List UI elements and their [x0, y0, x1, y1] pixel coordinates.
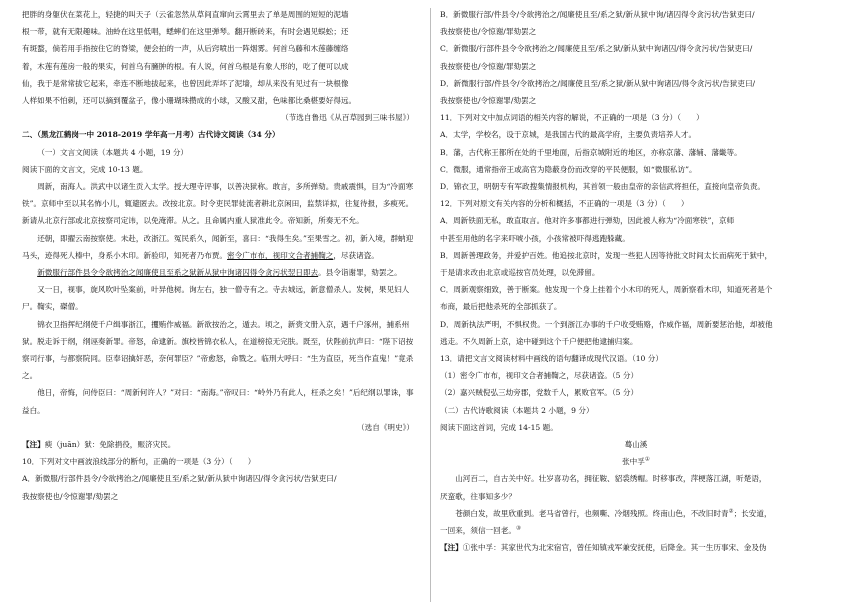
classical-passage [22, 178, 414, 419]
passage-text: 锦衣卫指挥纪纲使千户缉事浙江，攫贿作威福。新欲按治之，遁去。顷之，新赍文册入京，遇千户涿州，捕系州狱。脱走诉于纲，纲诬奏新罪。帝怒，命逮新。旗校皆锦衣私人，在道榜掠无完肤。既至，伏陛前抗声曰：“陛下诏按察司行事，与都察院同。臣奉诏擒奸恶，奈何罪臣？”帝愈怒，命戮之。临刑大呼曰：“生为直臣，死当作直鬼！”竟杀之。 [22, 319, 414, 381]
q12-option-d-line-2: 逃走。不久周新上京，途中碰到这个千户便把他逮捕归案。 [440, 336, 638, 346]
poem-line-3-text: 苍颜白发，故里欣重到。老马省曾行，也频嘶、冷烟残照。终南山色，不改旧时青 [455, 508, 729, 518]
q12-option-d-line-1: D．周新执法严明，不惧权贵。一个到浙江办事的千户收受贿赂，作威作福，周新要惩治他，却被他 [440, 319, 773, 329]
column-divider [430, 8, 431, 602]
passage-paragraph [22, 281, 414, 315]
intro-line: 根一带，就有无限趣味。油蛉在这里低唱，蟋蟀们在这里弹琴。翻开断砖来，有时会遇见蜈蚣；还 [22, 27, 349, 37]
q11-option-a: A．太学，学校名，设于京城，是我国古代的最高学府，主要负责培养人才。 [440, 130, 697, 140]
note-text: 瘐（juān）狱：免除捐役，赈济灾民。 [44, 440, 176, 450]
q13-part-1: （1）密令广市布，视印文合者捕鞫之，尽获诸盗。（5 分） [440, 371, 639, 381]
q10-option-a-line-2: 我按察使也/令惊谢罪/劾罢之 [22, 491, 119, 501]
passage-text: 。县令诣谢罪，劾罢之。 [318, 268, 402, 278]
poem-line-1: 山河百二，自古关中好。壮岁喜功名，拥征鞍、貂裘绣帽。时移事改，萍梗落江湖，听楚语， [455, 474, 767, 484]
poem-note-ref-2: ② [728, 508, 734, 515]
subsection-heading: （一）文言文阅读（本题共 4 小题，19 分） [37, 147, 189, 157]
q10-option-d-line-2: 我按察使也/令惊谢罪/劾罢之 [440, 96, 537, 106]
poem-note-ref-3: ③ [515, 525, 521, 532]
q13-part-2: （2）嘉兴贼倪弘三劫旁郡，党数千人，累败官军。（5 分） [440, 388, 639, 398]
left-column [22, 6, 414, 505]
question-13: 13．请把文言文阅读材料中画线的语句翻译成现代汉语。（10 分） [440, 354, 663, 364]
q10-option-d-line-1: D．新微服行部/件县令/令欲拷治之/闻廉使且至/系之狱/新从狱中询诸囚/得令贪污状/告狱吏曰/ [440, 78, 756, 88]
q12-option-c-line-1: C．周新观察细致，善于断案。他发现一个身上挂着个小木印的死人，周新察看木印，知道死者是个 [440, 285, 773, 295]
passage-paragraph [22, 178, 414, 230]
note-label: 【注】 [22, 440, 45, 450]
passage-text: 周新，南海人。洪武中以诸生贡入太学。授大理寺评事，以善决狱称。敢言，多所弹劾。贵戚震惧，目为“冷面寒铁”。京师中至以其名怖小儿，辄避匿去。改按北京。时令吏民罪徒流者耕北京闲田，监禁详拟，往复待报，多瘐死。新请从北京行部或北京按察司定讳，以免淹滞。从之。且命属内重人狱准此令。帝知新，所奏无不允。 [22, 182, 414, 226]
poem-note-label: 【注】 [440, 543, 463, 553]
poem-line-4 [440, 522, 832, 539]
poem-section-heading: （二）古代诗歌阅读（本题共 2 小题，9 分） [440, 405, 594, 415]
passage-paragraph [22, 230, 414, 264]
poem-title: 蓦山溪 [624, 440, 648, 450]
passage-source: （选自《明史》） [357, 422, 414, 432]
passage-paragraph [22, 316, 414, 385]
q10-option-c-line-1: C．新微服/行部件县令令欲拷治之/闻廉使且至/系之狱/新从狱中询诸囚/得令贪污状/告狱吏曰/ [440, 44, 753, 54]
passage-paragraph [22, 384, 414, 418]
poem-annotation [440, 539, 832, 556]
passage-text: ，尽获诸盗。 [333, 250, 379, 260]
poem-line-3 [440, 505, 832, 522]
poem-instruction: 阅读下面这首词，完成 14-15 题。 [440, 422, 558, 432]
intro-line: 人样如果不怕刺，还可以摘到覆盆子，像小珊瑚珠攒成的小球，又酸又甜，色味都比桑椹要好得远。 [22, 96, 357, 106]
q10-option-b-line-1: B．新微服行部/件县令/令欲拷治之/闻廉使且至/系之狱/新从狱中询/诸囚得令贪污状/告狱吏曰/ [440, 10, 755, 19]
passage-text: 还朝，即擢云南按察使。未赴，改浙江。冤民系久，闻新至，喜曰：“我得生矣。”至果雪之。初，新入境，群蚋迎马头，迹得死人榛中，身系小木印。新验印，知死者乃布贾。 [22, 233, 414, 260]
question-10: 10．下列对文中画波浪线部分的断句，正确的一项是（3 分）（ ） [22, 457, 256, 467]
intro-line: 把胖的身躯伏在菜花上，轻捷的叫天子（云雀忽然从草间直窜向云霄里去了单是周围的短短的泥墙 [22, 10, 349, 19]
poem-line-3-tail: ；长安道， [733, 508, 772, 518]
q11-option-d: D．锦衣卫，明朝专有军政搜集情报机构，其首领一般由皇帝的亲信武将担任，直接向皇帝负责。 [440, 182, 766, 192]
poem-line-4-text: 一回来，须信一回老。 [440, 526, 516, 536]
q11-option-b: B．藩，古代称王都所在处的千里地面，后指京城附近的地区，亦称京藩、藩辅、藩畿等。 [440, 147, 742, 157]
poem-note-text: ①张中孚：其家世代为北宋宿官，曾任知镇戎军兼安抚使，后降金。其一生历事宋、金及伪 [462, 543, 767, 553]
annotation-note [22, 436, 414, 453]
poem-author [440, 453, 832, 470]
q12-option-c-line-2: 布商，最后把他杀死的全部抓获了。 [440, 302, 562, 312]
q12-option-a-line-2: 中甚至用他的名字来吓唬小孩，小孩常被吓得逃跑躲藏。 [440, 233, 630, 243]
question-11: 11．下列对文中加点词语的相关内容的解说，不正确的一项是（3 分）（ ） [440, 113, 704, 123]
intro-source: （节选自鲁迅《从百草园到三味书屋》） [281, 113, 414, 123]
passage-text: 他日，帝悔，问侍臣曰：“周新何许人？”对曰：“南海。”帝叹曰：“岭外乃有此人，枉杀之矣！”后纪纲以罪诛，事益白。 [22, 388, 414, 415]
q12-option-b-line-1: B．周新善理政务，并爱护百姓。他追按北京时，发现一些犯人因等待批文时间太长而病死于狱中， [440, 250, 773, 260]
poem-author-note-ref: ① [644, 456, 650, 463]
poem-line-2: 厌蛮歌，往事知多少？ [440, 491, 516, 501]
q10-option-c-line-2: 我按察使也/令惊谢/罪劾罢之 [440, 61, 537, 71]
intro-line: 着，木莲有莲房一般的果实，何首乌有臃肿的根。有人说，何首乌根是有象人形的，吃了便可以成 [22, 61, 349, 71]
poem-author-name: 张中孚 [622, 457, 645, 467]
underlined-sentence: 密令广市布，视印文合者捕鞫之 [227, 250, 334, 260]
section-title: 二、（黑龙江鹤岗一中 2018-2019 学年高一月考）古代诗文阅读（34 分） [22, 130, 280, 140]
passage-instruction: 阅读下面的文言文，完成 10-13 题。 [22, 164, 148, 174]
q11-option-c: C．微服，通常指帝王或高官为隐蔽身份而改穿的平民便服，如“微服私访”。 [440, 164, 697, 174]
q10-option-a-line-1: A．新微服/行部件县令/令欲拷治之/闻廉使且至/系之狱/新从狱中询诸囚/得令贪污状/告狱吏曰/ [22, 474, 337, 484]
passage-paragraph [22, 264, 414, 281]
q10-option-b-line-2: 我按察使也/令惊谢/罪劾罢之 [440, 27, 537, 37]
q12-option-b-line-2: 于是请求改由北京或巡按官员处理，以免滞留。 [440, 268, 600, 278]
right-column [440, 6, 832, 557]
underlined-sentence: 新微服行部件县令令欲拷治之闻廉使且至系之狱新从狱中询诸囚得令贪污状翌日即去 [37, 268, 319, 278]
intro-line: 仙，我于是常常拔它起来，牵连不断地拔起来，也曾因此弄坏了泥墙，却从来没有见过有一块根像 [22, 78, 349, 88]
intro-line: 有斑蝥，倘若用手指按住它的脊梁，便会拍的一声，从后窍喷出一阵烟雾。何首乌藤和木莲藤缠络 [22, 44, 349, 54]
intro-excerpt [22, 6, 414, 109]
passage-text: 又一日，视事，旋风吹叶坠案前，叶异他树。询左右，独一僧寺有之。寺去城远，新意僧杀人。发树，果见妇人尸。鞫实，磔僧。 [22, 285, 410, 312]
q12-option-a-line-1: A．周新铁面无私，敢直取言。他对许多事都进行弹劾，因此被人称为“冷面寒铁”，京师 [440, 216, 735, 226]
question-12: 12．下列对原文有关内容的分析和概括，不正确的一项是（3 分）（ ） [440, 199, 689, 209]
